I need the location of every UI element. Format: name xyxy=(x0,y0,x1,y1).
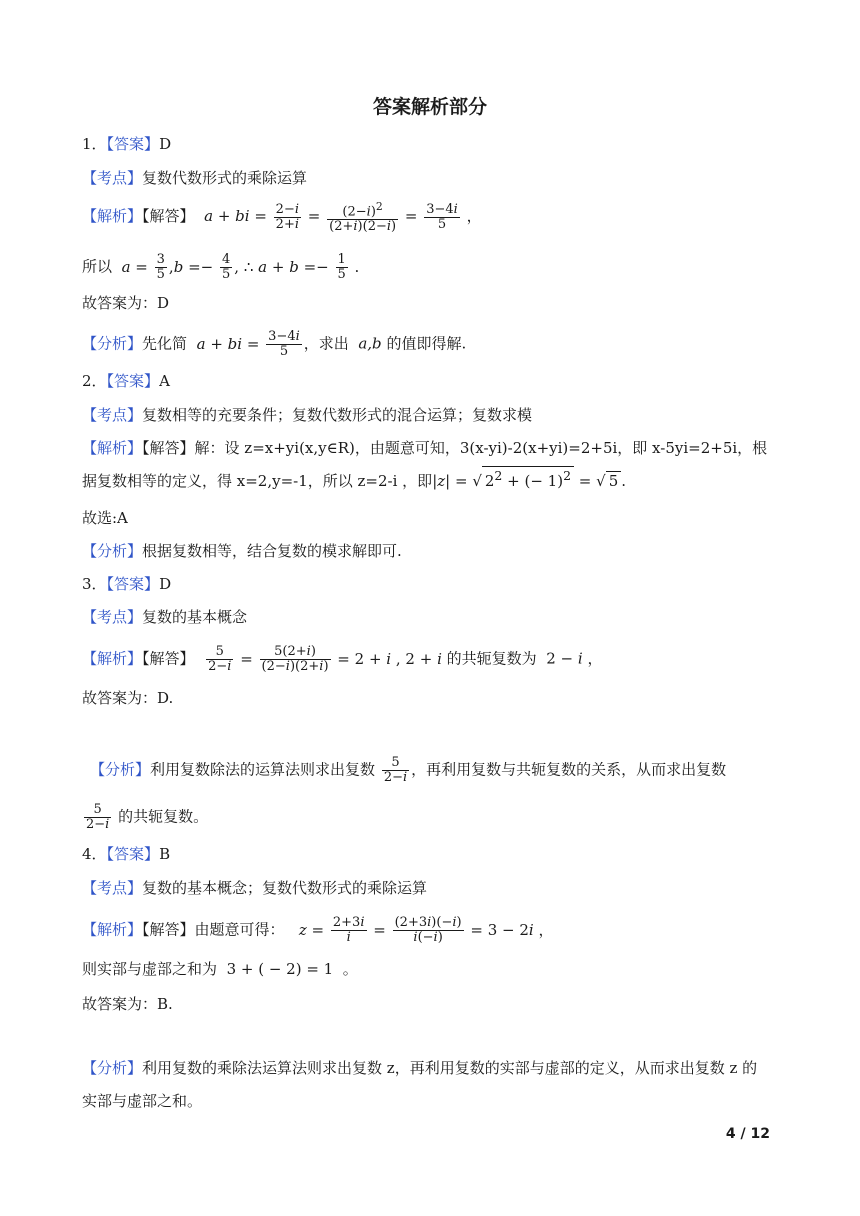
q4-fenxi: 利用复数的乘除法运算法则求出复数 z，再利用复数的实部与虚部的定义，从而求出复数 z 的实部与虚部之和。 xyxy=(82,1059,758,1110)
answer-tag: 【答案】 xyxy=(106,575,160,593)
q1-answer: D xyxy=(159,135,172,153)
q3-fenxi-frac: $\frac{5}{2-i}$ xyxy=(383,755,408,785)
answer-tag: 【答案】 xyxy=(106,372,160,390)
q3-equation: $\frac{5}{2-i}$ = $\frac{5(2+i)}{(2-i)(2+i)}$ = 2 + i , 2 + i xyxy=(208,644,442,674)
q4-jieda-pre: 由题意可得： xyxy=(194,920,285,939)
fenxi-tag: 【分析】 xyxy=(82,1059,143,1077)
q2-kaodian: 复数相等的充要条件；复数代数形式的混合运算；复数求模 xyxy=(142,406,533,424)
kaodian-tag: 【考点】 xyxy=(82,608,143,626)
q1-fenxi-mid: ，求出 xyxy=(303,334,349,353)
q3-jiexi-line xyxy=(82,645,602,674)
q1-kaodian-line xyxy=(82,167,307,189)
q3-fenxi-line-2 xyxy=(82,803,208,832)
answer-tag: 【答案】 xyxy=(106,135,160,153)
q2-modulus-math: |z| = √ $2^2$ + (− 1)$^2$ = √ 5 . xyxy=(432,468,627,490)
q3-fenxi-frac-2: $\frac{5}{2-i}$ xyxy=(86,802,110,832)
kaodian-tag: 【考点】 xyxy=(82,169,143,187)
q3-fenxi-line xyxy=(90,756,726,785)
q2-answer: A xyxy=(159,372,170,390)
q3-conclusion: 故答案为：D. xyxy=(82,689,174,707)
q4-number: 4． xyxy=(82,845,107,863)
q1-fenxi-post: 的值即得解. xyxy=(386,334,467,353)
q4-equation: z = $\frac{2+3i}{i}$ = $\frac{(2+3i)(-i)}{i(-i)}$ = 3 − 2i ， xyxy=(298,915,554,945)
jiexi-tag: 【解析】 xyxy=(82,920,143,939)
page-title: 答案解析部分 xyxy=(372,96,487,118)
q4-answer: B xyxy=(159,845,171,863)
jieda-tag: 【解答】 xyxy=(142,207,195,226)
q1-result-line xyxy=(82,253,359,282)
q1-fenxi-math: a + bi = $\frac{3-4i}{5}$ xyxy=(196,329,300,359)
jieda-tag: 【解答】 xyxy=(142,439,195,457)
q1-fenxi-pre: 先化简 xyxy=(142,334,188,353)
jiexi-tag: 【解析】 xyxy=(82,439,143,457)
q2-conclusion: 故选:A xyxy=(82,509,128,527)
q4-fenxi-block xyxy=(82,1052,772,1118)
q3-fenxi-3: 的共轭复数。 xyxy=(118,807,209,826)
q3-conj-text: 的共轭复数为 xyxy=(446,649,537,668)
q3-answer-line xyxy=(82,573,171,595)
q1-result-math: a = $\frac{3}{5}$ ,b =− $\frac{4}{5}$ , ∴ a + b =− $\frac{1}{5}$ . xyxy=(121,252,360,282)
q4-jiexi-line xyxy=(82,916,553,945)
page-number: 4 / 12 xyxy=(725,1126,770,1142)
q1-equation: a + bi = $\frac{2-i}{2+i}$ = $\frac{(2-i)^2}{(2+i)(2-i)}$ = $\frac{3-4i}{5}$ ， xyxy=(204,200,482,235)
q4-conclusion: 故答案为：B. xyxy=(82,995,173,1013)
kaodian-tag: 【考点】 xyxy=(82,406,143,424)
q3-kaodian: 复数的基本概念 xyxy=(142,608,248,626)
q1-kaodian: 复数代数形式的乘除运算 xyxy=(142,169,308,187)
answer-tag: 【答案】 xyxy=(106,845,160,863)
q3-fenxi-1: 利用复数除法的运算法则求出复数 xyxy=(150,760,376,779)
fenxi-tag: 【分析】 xyxy=(82,542,143,560)
jieda-tag: 【解答】 xyxy=(142,920,195,939)
q1-fenxi-line xyxy=(82,330,466,359)
q4-kaodian-line xyxy=(82,877,427,899)
q3-answer: D xyxy=(159,575,172,593)
jieda-tag: 【解答】 xyxy=(142,649,195,668)
q2-fenxi-line xyxy=(82,540,402,562)
q4-sum-math: 3 + ( − 2) = 1 。 xyxy=(221,960,358,978)
q1-ab: a,b xyxy=(353,334,387,353)
q4-sum-pre: 则实部与虚部之和为 xyxy=(82,960,218,978)
q1-number: 1． xyxy=(82,135,107,153)
q3-kaodian-line xyxy=(82,606,247,628)
jiexi-tag: 【解析】 xyxy=(82,207,143,226)
q2-fenxi: 根据复数相等，结合复数的模求解即可. xyxy=(142,542,402,560)
q2-number: 2． xyxy=(82,372,107,390)
q1-answer-line xyxy=(82,133,171,155)
q2-jiexi-block xyxy=(82,432,772,498)
q2-jieda-text: 解：设 z=x+yi(x,y∈R)，由题意可知，3(x-yi)-2(x+yi)=2+5i，即 x-5yi=2+5i，根据复数相等的定义，得 x=2,y=-1，所以 z=2-i ，即 xyxy=(82,439,768,490)
fenxi-tag: 【分析】 xyxy=(82,334,143,353)
q2-answer-line xyxy=(82,370,170,392)
q1-suoyi: 所以 xyxy=(82,257,113,276)
q3-number: 3． xyxy=(82,575,107,593)
q1-conclusion: 故答案为：D xyxy=(82,294,170,312)
q3-fenxi-2: ，再利用复数与共轭复数的关系，从而求出复数 xyxy=(411,760,727,779)
q4-sum-line xyxy=(82,958,358,980)
q2-kaodian-line xyxy=(82,404,532,426)
kaodian-tag: 【考点】 xyxy=(82,879,143,897)
q4-kaodian: 复数的基本概念；复数代数形式的乘除运算 xyxy=(142,879,428,897)
jiexi-tag: 【解析】 xyxy=(82,649,143,668)
q4-answer-line xyxy=(82,843,170,865)
fenxi-tag: 【分析】 xyxy=(90,760,151,779)
q1-jiexi-line xyxy=(82,200,482,234)
q3-conj-math: 2 − i ， xyxy=(541,649,603,668)
